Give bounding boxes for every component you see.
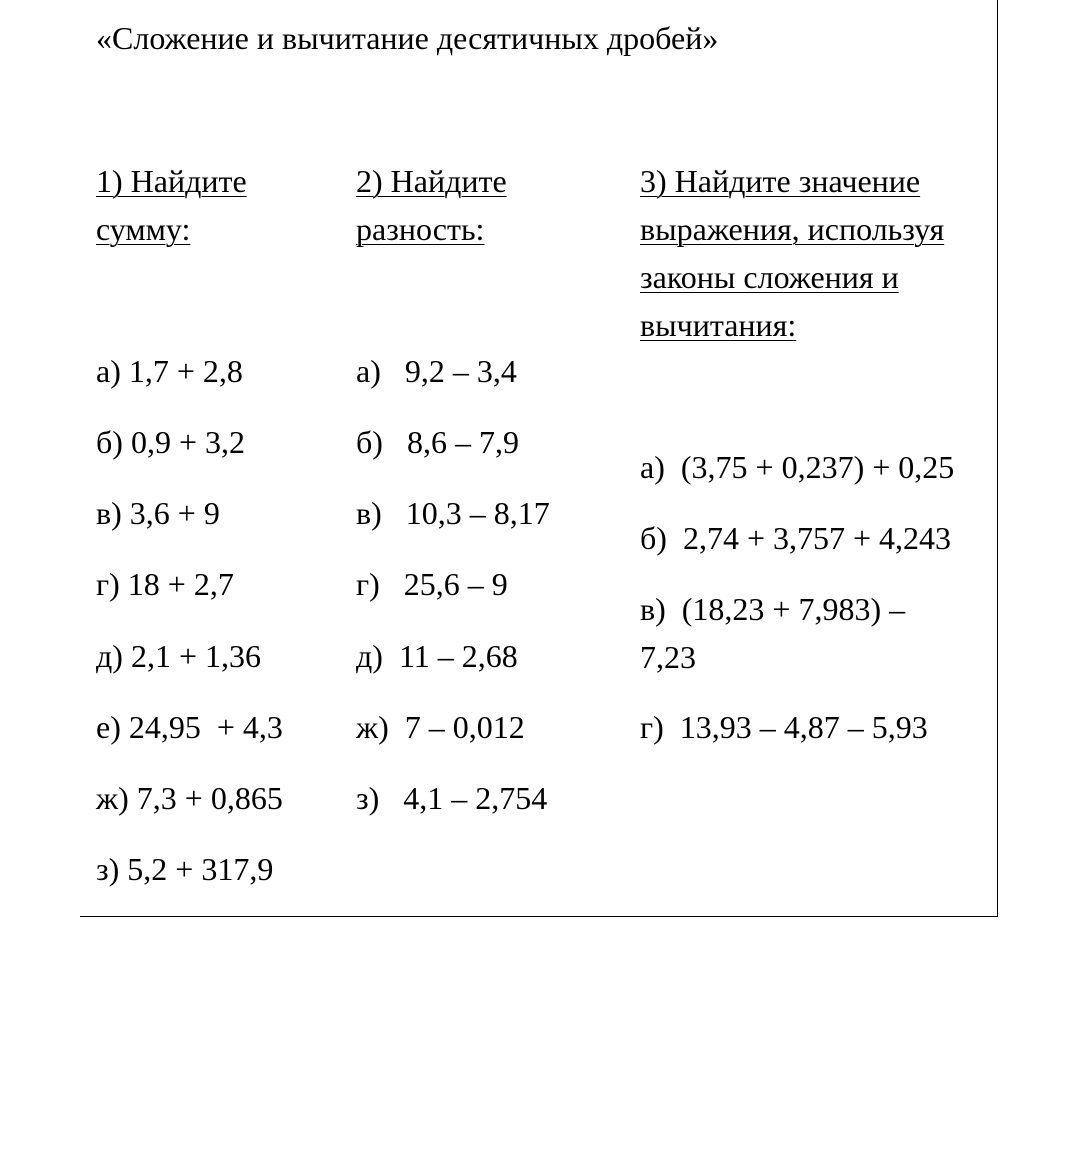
task-3-heading	[640, 157, 944, 349]
sum-exercise-v: в) 3,6 + 9	[96, 495, 220, 531]
sum-exercise-b: б) 0,9 + 3,2	[96, 424, 245, 460]
difference-exercise-z: з) 4,1 – 2,754	[356, 780, 548, 816]
sum-exercise-d: д) 2,1 + 1,36	[96, 638, 261, 674]
difference-exercise-g: г) 25,6 – 9	[356, 566, 508, 602]
expression-exercise-g: г) 13,93 – 4,87 – 5,93	[640, 709, 928, 745]
sum-exercise-a: а) 1,7 + 2,8	[96, 353, 243, 389]
sum-exercise-zh: ж) 7,3 + 0,865	[96, 780, 283, 816]
task-1-heading-line: 1) Найдите	[96, 163, 247, 199]
task-3-heading-line: законы сложения и	[640, 259, 899, 295]
task-3-heading-line: вычитания:	[640, 307, 797, 343]
difference-exercise-d: д) 11 – 2,68	[356, 638, 518, 674]
task-2-heading	[356, 157, 507, 253]
page-border-right	[997, 0, 998, 917]
difference-exercise-zh: ж) 7 – 0,012	[356, 709, 525, 745]
task-2-heading-line: разность:	[356, 211, 485, 247]
task-1-heading-line: сумму:	[96, 211, 191, 247]
page-border-bottom	[80, 916, 998, 917]
difference-exercise-a: а) 9,2 – 3,4	[356, 353, 517, 389]
sum-exercise-e: е) 24,95 + 4,3	[96, 709, 283, 745]
sum-exercise-g: г) 18 + 2,7	[96, 566, 234, 602]
sum-exercise-z: з) 5,2 + 317,9	[96, 851, 274, 887]
task-3-heading-line: 3) Найдите значение	[640, 163, 921, 199]
expression-exercise-a: а) (3,75 + 0,237) + 0,25	[640, 449, 955, 485]
difference-exercise-b: б) 8,6 – 7,9	[356, 424, 519, 460]
expression-exercise-b: б) 2,74 + 3,757 + 4,243	[640, 520, 952, 556]
task-1-heading	[96, 157, 247, 253]
task-3-heading-line: выражения, используя	[640, 211, 945, 247]
expression-exercise-v: в) (18,23 + 7,983) –	[640, 591, 906, 627]
expression-exercise-v-continuation: 7,23	[640, 639, 696, 675]
task-2-heading-line: 2) Найдите	[356, 163, 507, 199]
difference-exercise-v: в) 10,3 – 8,17	[356, 495, 550, 531]
worksheet-title: «Сложение и вычитание десятичных дробей»	[96, 20, 719, 56]
